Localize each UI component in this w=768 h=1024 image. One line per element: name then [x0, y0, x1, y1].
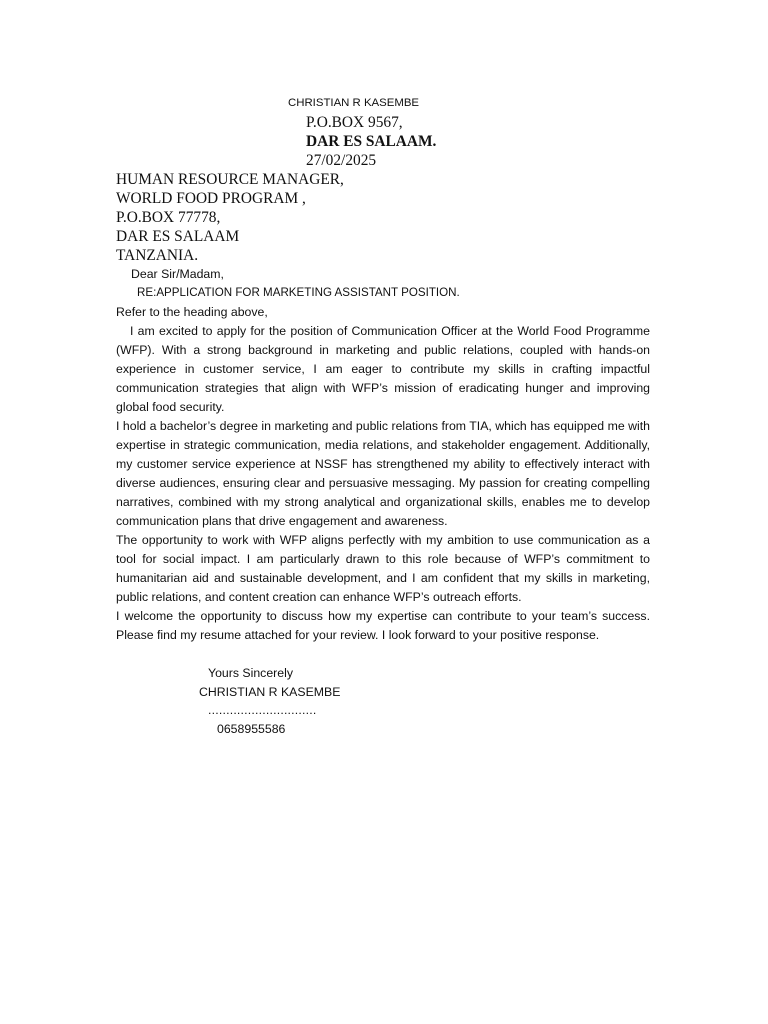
recipient-organization: WORLD FOOD PROGRAM ,	[116, 190, 306, 207]
sender-po-box: P.O.BOX 9567,	[306, 114, 403, 131]
recipient-title: HUMAN RESOURCE MANAGER,	[116, 171, 344, 188]
recipient-po-box: P.O.BOX 77778,	[116, 209, 221, 226]
reference-line: Refer to the heading above,	[116, 305, 268, 319]
signature-line: ..............................	[208, 703, 317, 717]
valediction: Yours Sincerely	[208, 666, 293, 680]
recipient-city: DAR ES SALAAM	[116, 228, 240, 245]
body-paragraph: I hold a bachelor’s degree in marketing and public relations from TIA, which has equipped me with expertise in strategic communication, media relations, and stakeholder engagement. Additionally, my customer service experience at NSSF has strengthened my ability to effectively interact with diverse audiences, ensuring clear and persuasive messaging. My passion for creating compelling narratives, combined with my strong analytical and organizational skills, enables me to develop communication plans that drive engagement and awareness.	[116, 419, 650, 528]
sender-name: CHRISTIAN R KASEMBE	[288, 97, 420, 109]
closing-name: CHRISTIAN R KASEMBE	[199, 685, 341, 699]
recipient-country: TANZANIA.	[116, 247, 199, 264]
phone-number: 0658955586	[217, 722, 286, 736]
subject-line: RE:APPLICATION FOR MARKETING ASSISTANT POSITION.	[137, 286, 460, 299]
body-paragraph: The opportunity to work with WFP aligns perfectly with my ambition to use communication as a tool for social impact. I am particularly drawn to this role because of WFP’s commitment to humanitarian aid and sustainable development, and I am confident that my skills in marketing, public relations, and content creation can enhance WFP’s outreach efforts.	[116, 533, 650, 604]
letter-date: 27/02/2025	[306, 152, 377, 169]
sender-city: DAR ES SALAAM.	[306, 133, 437, 150]
salutation: Dear Sir/Madam,	[131, 267, 224, 281]
body-paragraph: I welcome the opportunity to discuss how my expertise can contribute to your team’s success. Please find my resume attached for your review. I look forward to your positive response.	[116, 609, 650, 642]
body-paragraph: I am excited to apply for the position of Communication Officer at the World Food Programme (WFP). With a strong background in marketing and public relations, coupled with hands-on experience in customer service, I am eager to contribute my skills in crafting impactful communication strategies that align with WFP’s mission of eradicating hunger and improving global food security.	[116, 324, 650, 414]
